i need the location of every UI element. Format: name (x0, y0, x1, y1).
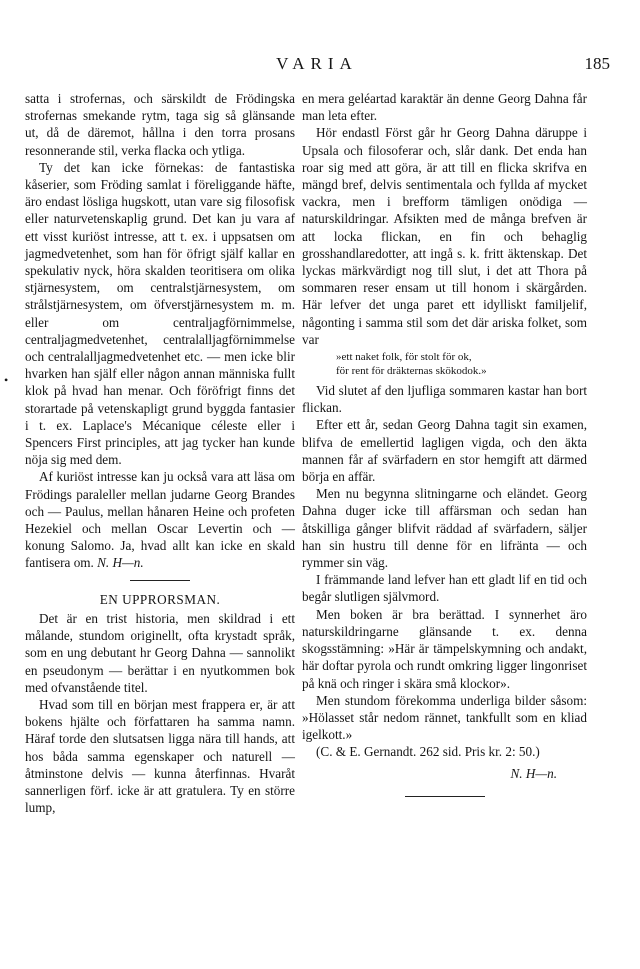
paragraph: (C. & E. Gernandt. 262 sid. Pris kr. 2: 50.) (316, 744, 540, 760)
paragraph (25, 468, 295, 571)
divider (130, 580, 190, 581)
paragraph: Vid slutet af den ljufliga sommaren kastar han bort flickan. (302, 383, 587, 416)
paragraph: satta i strofernas, och särskildt de Frödingska strofernas smekande rytm, taga sig så glänsande ut, då de däremot, hållna i den torra prosans resonnerande stil, verka flacka och ytliga. (25, 91, 295, 158)
running-head: VARIA (276, 54, 358, 73)
quote-line: för rent för dräkternas skökodok.» (336, 365, 487, 378)
right-column (302, 90, 587, 797)
paragraph: Ty det kan icke förnekas: de fantastiska kåserier, som Fröding samlat i föreliggande häfte, äro endast lösliga hugskott, utan vare sig filosofisk eller naturvetenskaplig grund. Det kan ju vara af ett visst kuriöst intresse, att t. ex. i uppsatsen om jagmedvetenhet, som han för öfrigt själf kallar en spekulativ nyck, höra skalden teoritisera om olika stjärnesystem, om centralstjärnesystem, om strålstjärnesystem, om öfverstjärnesystem m. m. eller om centraljagförnimmelse, centraljagmedvetenhet, centralalljagförnimmelse och centralalljagmedvetenhet etc. — men icke blir hvarken han själf eller någon annan människa fullt klok på hvad han menar. Och föröfrigt finns det storartade på vetenskapligt grund byggda fantasier i t. ex. Laplace's Mécanique céleste eller i Spencers First principles, att jag tycker han kunde nöja sig med dem. (25, 159, 295, 468)
paragraph: en mera geléartad karaktär än denne Georg Dahna får man leta efter. (302, 91, 587, 124)
paragraph: Hör endastl Först går hr Georg Dahna däruppe i Upsala och filosoferar och, slår dank. Det enda han roar sig med att göra, är att till en flicka skrifva en mängd bref, delvis sentimentala och fyllda af mycket vackra, men i brefform tämligen onödiga — naturskildringar. Afsikten med de många brefven är att locka flickan, en fin och behaglig grosshandlaredotter, att ingå s. k. fritt äktenskap. Det lyckas märkvärdigt nog till slut, i det att Thora på sommaren reser ensam ut till honom i skärgården. Här lefver det unga paret ett idylliskt familjelif, någonting i samma stil som det där ariska folket, som var (302, 125, 587, 347)
section-title: EN UPPRORSMAN. (99, 591, 221, 607)
verse-quote (302, 350, 587, 378)
quote-line: »ett naket folk, för stolt för ok, (336, 351, 472, 364)
paragraph: Men nu begynna slitningarne och eländet. Georg Dahna duger icke till affärsman och sedan han åtskilliga gånger blifvit räddad af svärfadern, säljer han sin hustru till denne för en lifränta — och rymmer sin väg. (302, 486, 587, 571)
left-column (25, 90, 295, 816)
paragraph: Det är en trist historia, men skildrad i ett målande, stundom originellt, ofta krystadt språk, som en ung debutant hr Georg Dahna — sannolikt en pseudonym — berättar i en nyutkommen bok med ofvanstående titel. (25, 610, 295, 695)
author-signature: N. H—n. (510, 765, 557, 781)
paragraph: Men stundom förekomma underliga bilder såsom: »Hölasset står nedom rännet, tankfullt som en kliad igelkott.» (302, 692, 587, 743)
paragraph-text: Af kuriöst intresse kan ju också vara att läsa om Frödings paraleller mellan judarne Georg Brandes och — Paulus, mellan hånaren Heine och profeten Hezekiel och mellan Oscar Levertin och — konung Salomo. Ja, hvad allt kan icke en skald fantisera om. (25, 469, 295, 571)
paragraph: Efter ett år, sedan Georg Dahna tagit sin examen, blifva de emellertid lagligen vigda, och den äkta mannen får af svärfadern en stor hemgift att därmed börja en affär. (302, 417, 587, 485)
margin-mark: • (4, 373, 9, 387)
page-number: 185 (584, 54, 610, 73)
paragraph: I främmande land lefver han ett gladt lif en tid och begår slutligen självmord. (302, 572, 587, 605)
author-signature: N. H—n. (97, 555, 144, 571)
end-divider (405, 796, 485, 797)
paragraph: Men boken är bra berättad. I synnerhet äro naturskildringarne glänsande t. ex. denna skogsstämning: »Här är tämpelskymning och andakt, här doftar pyrola och rundt omkring ligger lingonriset på knä och ringer i skära små klockor». (302, 606, 587, 691)
paragraph: Hvad som till en början mest frappera er, är att bokens hjälte och författaren ha samma namn. Häraf torde den slutsatsen ligga nära till hands, att hos båda samma egenskaper och naturell — åtminstone delvis — kunna återfinnas. Hvaråt sannerligen förf. icke är att gratulera. Ty en större lump, (25, 696, 295, 816)
page-header (24, 54, 610, 78)
